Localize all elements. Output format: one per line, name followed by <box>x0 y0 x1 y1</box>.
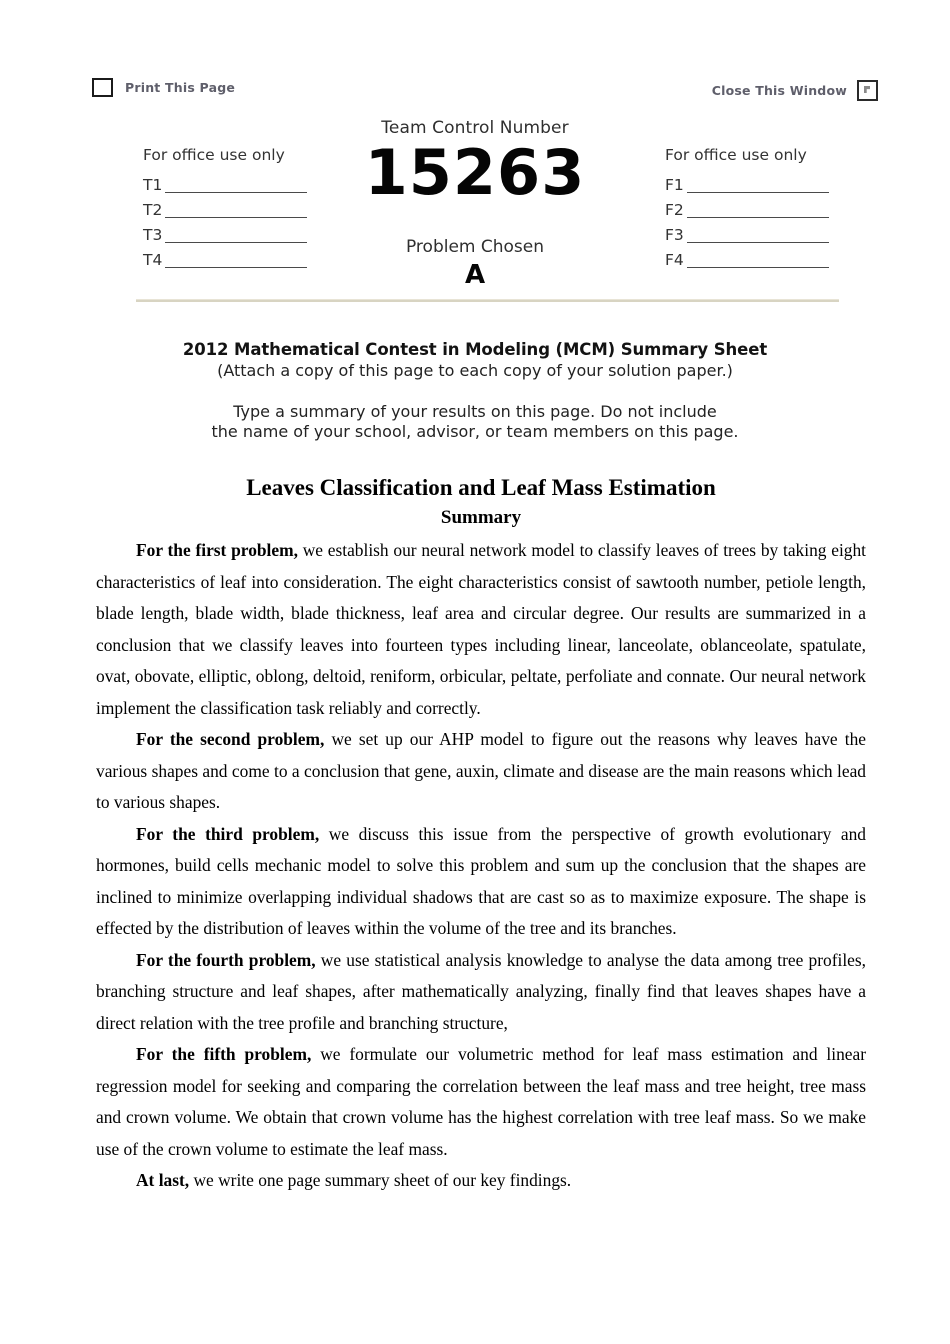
paragraph-third-problem <box>96 819 866 945</box>
problem-chosen-value: A <box>464 260 486 290</box>
paragraph-second-problem <box>96 724 866 819</box>
paragraph-body-fourth: we use statistical analysis knowledge to analyse the data among tree profiles, branching structure and leaf shapes, after mathematically analyzing, finally find that leaves shapes have a direct relation with the tree profile and branching structure, <box>96 949 866 1033</box>
mcm-form-header <box>0 118 950 298</box>
office-row-f4 <box>665 247 829 268</box>
office-key-t4: T4 <box>143 250 163 269</box>
office-key-f4: F4 <box>665 250 684 269</box>
paragraph-first-problem <box>96 535 866 724</box>
office-use-right-block <box>665 146 829 272</box>
paragraph-body-third: we discuss this issue from the perspective of growth evolutionary and hormones, build cells mechanic model to solve this problem and sum up the conclusion that the shapes are inclined to minimize overlapping individual shadows that are cast so as to maximize exposure. The shape is effected by the distribution of leaves within the volume of the tree and its branches. <box>96 823 866 939</box>
paragraph-body-fifth: we formulate our volumetric method for leaf mass estimation and linear regression model for seeking and comparing the correlation between the leaf mass and tree height, tree mass and crown volume. We obtain that crown volume has the highest correlation with tree leaf mass. So we make use of the crown volume to estimate the leaf mass. <box>96 1044 867 1159</box>
office-key-t1: T1 <box>143 175 163 194</box>
instruction-line-1: Type a summary of your results on this page. Do not include <box>233 402 717 421</box>
paragraph-lead-second: For the second problem, <box>136 729 325 750</box>
summary-sheet-subtitle: (Attach a copy of this page to each copy of your solution paper.) <box>217 361 733 380</box>
paragraph-fifth-problem <box>96 1039 866 1165</box>
window-close-box-icon[interactable] <box>857 80 878 101</box>
paragraph-lead-fifth: For the fifth problem, <box>136 1044 312 1065</box>
summary-document <box>96 472 867 1191</box>
close-this-window-label: Close This Window <box>711 83 847 98</box>
paragraph-fourth-problem <box>96 945 866 1040</box>
empty-checkbox-icon[interactable] <box>92 78 113 97</box>
paragraph-body-first: we establish our neural network model to classify leaves of trees by taking eight characteristics of leaf into consideration. The eight characteristics consist of sawtooth number, petiole length, blade length, blade width, blade thickness, leaf area and circular degree. Our results are summarized in a conclusion that we classify leaves into fourteen types including linear, lanceolate, oblanceolate, spatulate, ovat, obovate, elliptic, oblong, deltoid, reniform, orbicular, peltate, perfoliate and connate. Our neural network implement the classification task reliably and correctly. <box>96 540 866 718</box>
summary-sheet-heading <box>0 340 950 380</box>
office-use-right-title: For office use only <box>665 146 807 164</box>
paragraph-at-last <box>96 1165 866 1191</box>
office-key-f3: F3 <box>665 225 684 244</box>
page-title: Leaves Classification and Leaf Mass Estimation <box>246 475 716 500</box>
office-key-t3: T3 <box>143 225 163 244</box>
office-rule-f3[interactable] <box>687 227 829 243</box>
instruction-line-2: the name of your school, advisor, or team members on this page. <box>211 422 739 442</box>
paragraph-lead-first: For the first problem, <box>136 540 298 561</box>
header-divider-rule <box>136 299 839 302</box>
office-rule-f1[interactable] <box>687 177 829 193</box>
paragraph-lead-third: For the third problem, <box>136 823 320 844</box>
paragraph-lead-at-last: At last, <box>136 1170 190 1191</box>
problem-chosen-label: Problem Chosen <box>405 237 545 257</box>
summary-sheet-title: 2012 Mathematical Contest in Modeling (MCM) Summary Sheet <box>182 340 768 359</box>
close-this-window-control[interactable] <box>712 80 878 101</box>
office-rule-f4[interactable] <box>687 252 829 268</box>
summary-heading: Summary <box>440 507 522 529</box>
office-row-f1 <box>665 172 829 193</box>
office-use-left-title: For office use only <box>143 146 285 164</box>
paragraph-lead-fourth: For the fourth problem, <box>136 949 316 970</box>
browser-action-bar <box>0 78 950 108</box>
office-key-f1: F1 <box>665 175 684 194</box>
team-control-number-value: 15263 <box>364 136 586 209</box>
team-control-number-label: Team Control Number <box>381 118 569 138</box>
paragraph-body-at-last: we write one page summary sheet of our key findings. <box>189 1170 572 1191</box>
office-rule-f2[interactable] <box>687 202 829 218</box>
print-this-page-control[interactable] <box>92 78 235 97</box>
paragraph-body-second: we set up our AHP model to figure out the reasons why leaves have the various shapes and come to a conclusion that gene, auxin, climate and disease are the main reasons which lead to various shapes. <box>96 729 866 813</box>
office-key-t2: T2 <box>143 200 163 219</box>
print-this-page-label: Print This Page <box>125 80 236 95</box>
office-row-f3 <box>665 222 829 243</box>
office-key-f2: F2 <box>665 200 684 219</box>
summary-sheet-instructions <box>0 402 950 443</box>
office-row-f2 <box>665 197 829 218</box>
